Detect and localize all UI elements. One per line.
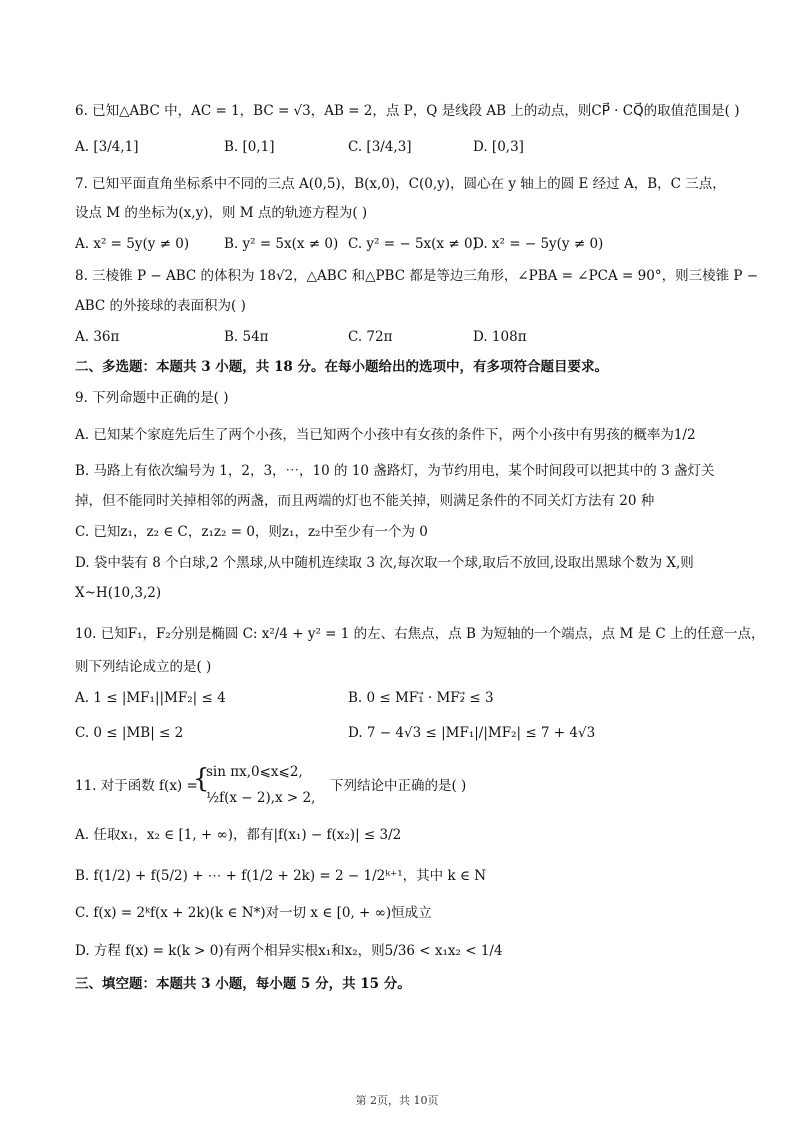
- q10-stem-line2: 则下列结论成立的是( ): [75, 659, 212, 675]
- q7-option-a: A. x² = 5y(y ≠ 0): [75, 236, 190, 252]
- q6-stem: 6. 已知△ABC 中，AC = 1，BC = √3，AB = 2，点 P，Q 是线段 AB 上的动点，则CP⃗ · CQ⃗的取值范围是( ): [75, 103, 740, 119]
- q7-option-d: D. x² = − 5y(y ≠ 0): [473, 236, 604, 252]
- q11-option-a: A. 任取x₁，x₂ ∈ [1, + ∞)，都有|f(x₁) − f(x₂)| ≤ 3/2: [75, 827, 402, 843]
- q10-option-a: A. 1 ≤ |MF₁||MF₂| ≤ 4: [75, 690, 226, 706]
- section-heading-fill-in: 三、填空题：本题共 3 小题，每小题 5 分，共 15 分。: [75, 976, 411, 992]
- q11-option-d: D. 方程 f(x) = k(k > 0)有两个相异实根x₁和x₂，则5/36 < x₁x₂ < 1/4: [75, 943, 503, 959]
- page-footer: 第 2页，共 10页: [355, 1094, 439, 1107]
- q9-option-c: C. 已知z₁，z₂ ∈ C，z₁z₂ = 0，则z₁，z₂中至少有一个为 0: [75, 524, 428, 540]
- q11-brace: {: [193, 764, 210, 794]
- q7-option-c: C. y² = − 5x(x ≠ 0): [348, 236, 478, 252]
- q9-option-a: A. 已知某个家庭先后生了两个小孩，当已知两个小孩中有女孩的条件下，两个小孩中有男孩的概率为1/2: [75, 427, 696, 443]
- q8-stem-line2: ABC 的外接球的表面积为( ): [75, 298, 246, 314]
- q11-option-c: C. f(x) = 2ᵏf(x + 2k)(k ∈ N*)对一切 x ∈ [0, + ∞)恒成立: [75, 905, 432, 921]
- q11-case-2: ½f(x − 2),x > 2,: [206, 790, 316, 806]
- q9-option-d-line2: X~H(10,3,2): [75, 585, 162, 601]
- q7-stem-line1: 7. 已知平面直角坐标系中不同的三点 A(0,5)，B(x,0)，C(0,y)，圆心在 y 轴上的圆 E 经过 A，B，C 三点，: [75, 176, 726, 192]
- q9-option-b-line1: B. 马路上有依次编号为 1，2，3，⋯，10 的 10 盏路灯，为节约用电，某个时间段可以把其中的 3 盏灯关: [75, 463, 715, 479]
- q11-case-1: sin πx,0⩽x⩽2,: [206, 764, 303, 780]
- q8-option-c: C. 72π: [348, 329, 393, 345]
- q9-option-b-line2: 掉，但不能同时关掉相邻的两盏，而且两端的灯也不能关掉，则满足条件的不同关灯方法有 20 种: [75, 493, 655, 509]
- q6-option-d: D. [0,3]: [473, 139, 524, 155]
- q9-option-d-line1: D. 袋中装有 8 个白球,2 个黑球,从中随机连续取 3 次,每次取一个球,取后不放回,设取出黑球个数为 X,则: [75, 555, 694, 571]
- q6-option-a: A. [3/4,1]: [75, 139, 139, 155]
- q10-option-c: C. 0 ≤ |MB| ≤ 2: [75, 725, 184, 741]
- section-heading-multi-choice: 二、多选题：本题共 3 小题，共 18 分。在每小题给出的选项中，有多项符合题目要求。: [75, 359, 608, 375]
- q9-stem: 9. 下列命题中正确的是( ): [75, 390, 229, 406]
- q11-option-b: B. f(1/2) + f(5/2) + ⋯ + f(1/2 + 2k) = 2 − 1/2ᵏ⁺¹，其中 k ∈ N: [75, 868, 487, 884]
- q6-option-b: B. [0,1]: [224, 139, 275, 155]
- q11-stem-prefix: 11. 对于函数 f(x) =: [75, 778, 198, 794]
- q8-option-b: B. 54π: [224, 329, 269, 345]
- q7-option-b: B. y² = 5x(x ≠ 0): [224, 236, 339, 252]
- q7-stem-line2: 设点 M 的坐标为(x,y)，则 M 点的轨迹方程为( ): [75, 205, 368, 221]
- q8-stem-line1: 8. 三棱锥 P − ABC 的体积为 18√2，△ABC 和△PBC 都是等边三角形，∠PBA = ∠PCA = 90°，则三棱锥 P −: [75, 268, 759, 284]
- q8-option-d: D. 108π: [473, 329, 527, 345]
- q8-option-a: A. 36π: [75, 329, 120, 345]
- q10-stem-line1: 10. 已知F₁，F₂分别是椭圆 C: x²/4 + y² = 1 的左、右焦点，点 B 为短轴的一个端点，点 M 是 C 上的任意一点，: [75, 626, 765, 642]
- q11-stem-suffix: 下列结论中正确的是( ): [330, 778, 467, 794]
- q6-option-c: C. [3/4,3]: [348, 139, 412, 155]
- q10-option-d: D. 7 − 4√3 ≤ |MF₁|/|MF₂| ≤ 7 + 4√3: [348, 725, 596, 741]
- q10-option-b: B. 0 ≤ MF₁⃗ · MF₂⃗ ≤ 3: [348, 690, 494, 706]
